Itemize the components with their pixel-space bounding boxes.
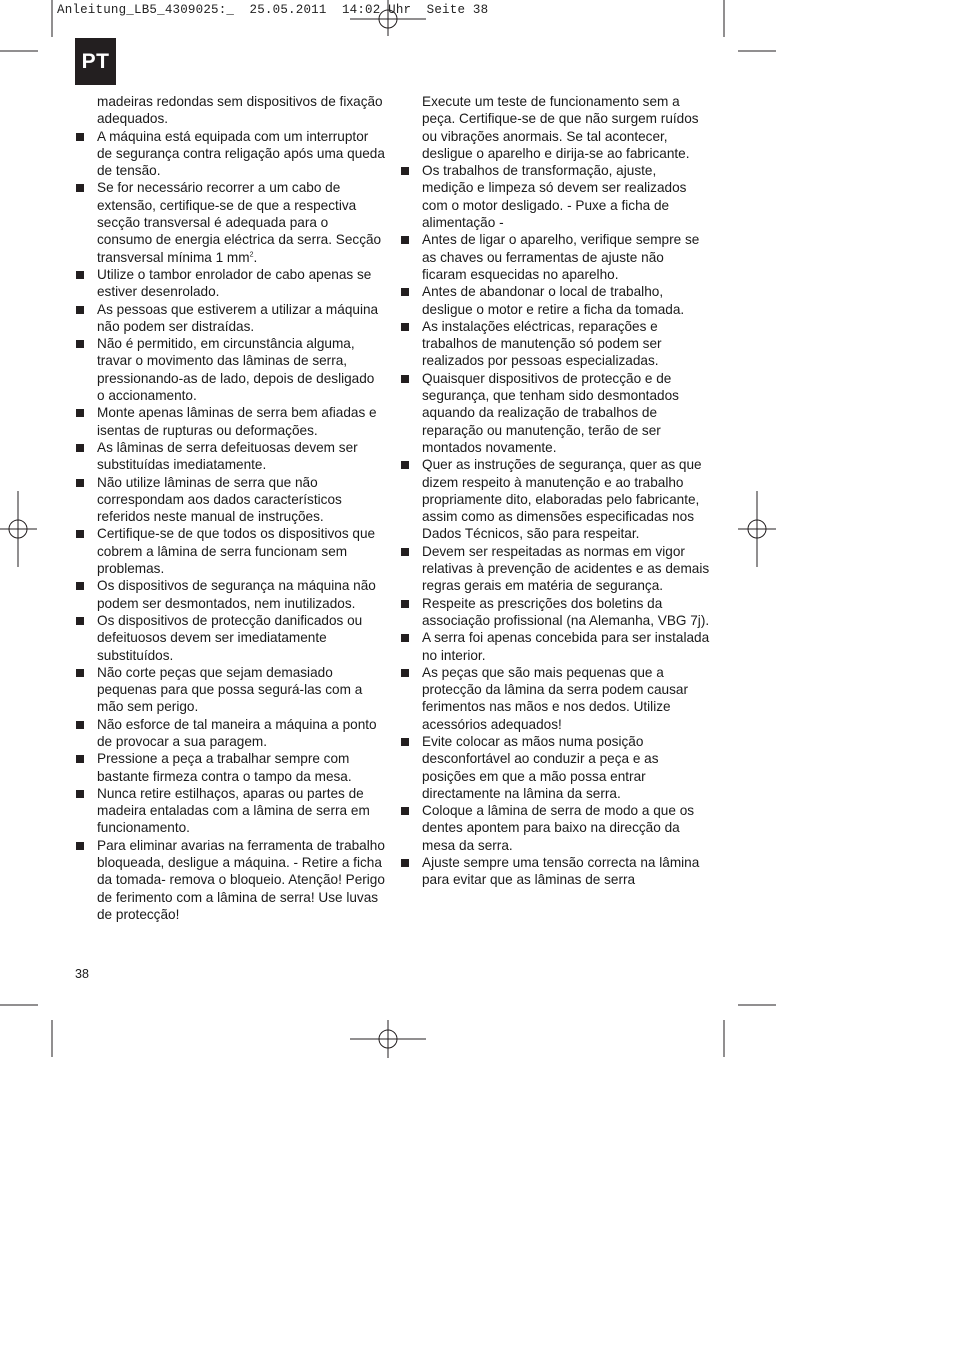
square-bullet-icon — [401, 236, 409, 244]
square-bullet-icon — [76, 790, 84, 798]
list-item: Utilize o tambor enrolador de cabo apenas se estiver desenrolado. — [75, 266, 385, 301]
list-item: Respeite as prescrições dos boletins da associação profissional (na Alemanha, VBG 7j). — [400, 595, 710, 630]
square-bullet-icon — [76, 409, 84, 417]
list-item: Para eliminar avarias na ferramenta de trabalho bloqueada, desligue a máquina. - Retire a ficha da tomada- remova o bloqueio. Atenção! Perigo de ferimento com a lâmina de serra! Use luvas de protecção! — [75, 837, 385, 923]
list-item: Coloque a lâmina de serra de modo a que os dentes apontem para baixo na direcção da mesa da serra. — [400, 802, 710, 854]
print-slug: Anleitung_LB5_4309025:_ 25.05.2011 14:02 Uhr Seite 38 — [57, 3, 489, 17]
list-item: Não corte peças que sejam demasiado pequenas para que possa segurá-las com a mão sem perigo. — [75, 664, 385, 716]
square-bullet-icon — [401, 548, 409, 556]
continuation-paragraph: Execute um teste de funcionamento sem a peça. Certifique-se de que não surgem ruídos ou vibrações anormais. Se tal acontecer, desligue o aparelho e dirija-se ao fabricante. — [422, 94, 699, 161]
list-item: Antes de ligar o aparelho, verifique sempre se as chaves ou ferramentas de ajuste não ficaram esquecidas no aparelho. — [400, 231, 710, 283]
list-item: Quer as instruções de segurança, quer as que dizem respeito à manutenção e ao trabalho propriamente dito, elaboradas pelo fabricante, assim como as dimensões especificadas nos Dados Técnicos, são para respeitar. — [400, 456, 710, 542]
square-bullet-icon — [76, 617, 84, 625]
square-bullet-icon — [76, 184, 84, 192]
list-item: Quaisquer dispositivos de protecção e de segurança, que tenham sido desmontados aquando da realização de trabalhos de reparação ou manutenção, terão de ser montados novamente. — [400, 370, 710, 456]
square-bullet-icon — [401, 634, 409, 642]
language-badge: PT — [75, 38, 116, 85]
square-bullet-icon — [401, 807, 409, 815]
square-bullet-icon — [401, 323, 409, 331]
list-item: Não é permitido, em circunstância alguma, travar o movimento das lâminas de serra, pressionando-as de lado, depois de desligado o accionamento. — [75, 335, 385, 404]
list-item: Os trabalhos de transformação, ajuste, medição e limpeza só devem ser realizados com o motor desligado. - Puxe a ficha de alimentação - — [400, 162, 710, 231]
list-item: As pessoas que estiverem a utilizar a máquina não podem ser distraídas. — [75, 301, 385, 336]
list-item: Nunca retire estilhaços, aparas ou partes de madeira entaladas com a lâmina de serra em funcionamento. — [75, 785, 385, 837]
square-bullet-icon — [76, 842, 84, 850]
list-item: Os dispositivos de protecção danificados ou defeituosos devem ser imediatamente substituídos. — [75, 612, 385, 664]
left-column — [75, 93, 385, 923]
square-bullet-icon — [401, 669, 409, 677]
page-number: 38 — [75, 967, 89, 981]
square-bullet-icon — [401, 461, 409, 469]
list-item: A serra foi apenas concebida para ser instalada no interior. — [400, 629, 710, 664]
continuation-paragraph: madeiras redondas sem dispositivos de fixação adequados. — [97, 94, 383, 127]
list-item: Devem ser respeitadas as normas em vigor relativas à prevenção de acidentes e as demais regras gerais em matéria de segurança. — [400, 543, 710, 595]
square-bullet-icon — [401, 288, 409, 296]
list-item: A máquina está equipada com um interruptor de segurança contra religação após uma queda de tensão. — [75, 128, 385, 180]
square-bullet-icon — [76, 530, 84, 538]
square-bullet-icon — [76, 479, 84, 487]
list-item: Não esforce de tal maneira a máquina a ponto de provocar a sua paragem. — [75, 716, 385, 751]
square-bullet-icon — [76, 669, 84, 677]
list-item: Certifique-se de que todos os dispositivos que cobrem a lâmina de serra funcionam sem problemas. — [75, 525, 385, 577]
square-bullet-icon — [401, 600, 409, 608]
list-item: Ajuste sempre uma tensão correcta na lâmina para evitar que as lâminas de serra — [400, 854, 710, 889]
square-bullet-icon — [401, 375, 409, 383]
square-bullet-icon — [401, 738, 409, 746]
list-item: As peças que são mais pequenas que a protecção da lâmina da serra podem causar ferimentos nas mãos e nos dedos. Utilize acessórios adequados! — [400, 664, 710, 733]
square-bullet-icon — [76, 133, 84, 141]
list-item: Não utilize lâminas de serra que não correspondam aos dados característicos referidos neste manual de instruções. — [75, 474, 385, 526]
superscript: 2 — [249, 251, 254, 259]
right-column — [400, 93, 710, 889]
list-item: Se for necessário recorrer a um cabo de extensão, certifique-se de que a respectiva secção transversal é adequada para o consumo de energia eléctrica da serra. Secção transversal mínima 1 $mm^2$. — [75, 179, 385, 265]
square-bullet-icon — [76, 755, 84, 763]
square-bullet-icon — [401, 167, 409, 175]
square-bullet-icon — [76, 444, 84, 452]
list-item: Evite colocar as mãos numa posição desconfortável ao conduzir a peça e as posições em que a mão possa entrar directamente na lâmina da serra. — [400, 733, 710, 802]
square-bullet-icon — [76, 340, 84, 348]
square-bullet-icon — [76, 582, 84, 590]
square-bullet-icon — [76, 721, 84, 729]
list-item: Antes de abandonar o local de trabalho, desligue o motor e retire a ficha da tomada. — [400, 283, 710, 318]
list-item: As lâminas de serra defeituosas devem ser substituídas imediatamente. — [75, 439, 385, 474]
list-item: Os dispositivos de segurança na máquina não podem ser desmontados, nem inutilizados. — [75, 577, 385, 612]
square-bullet-icon — [76, 306, 84, 314]
square-bullet-icon — [76, 271, 84, 279]
square-bullet-icon — [401, 859, 409, 867]
list-item: Monte apenas lâminas de serra bem afiadas e isentas de rupturas ou deformações. — [75, 404, 385, 439]
list-item: As instalações eléctricas, reparações e trabalhos de manutenção só podem ser realizados por pessoas especializadas. — [400, 318, 710, 370]
list-item: Pressione a peça a trabalhar sempre com bastante firmeza contra o tampo da mesa. — [75, 750, 385, 785]
